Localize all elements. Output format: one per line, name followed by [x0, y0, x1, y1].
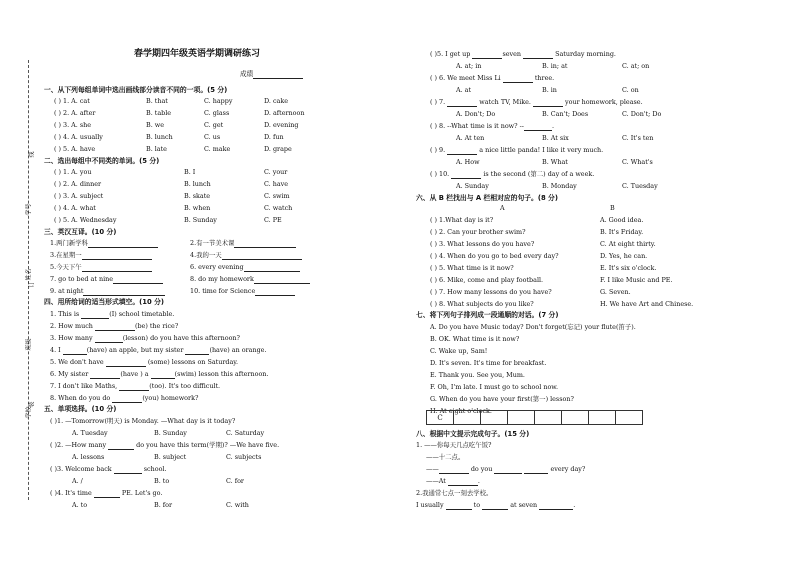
- s6-b6: F. I like Music and PE.: [600, 276, 673, 284]
- s7-line-a: A. Do you have Music today? Don't forget(忘记) your flute(笛子).: [430, 323, 636, 331]
- s6-a5: ( ) 5. What time is it now?: [430, 264, 514, 272]
- s2-q1: ( ) 1. A. you: [54, 168, 92, 176]
- s3-q8: 8. do my homework: [190, 275, 310, 284]
- s5-q8: ( ) 8. --What time is it now? -- .: [430, 122, 554, 130]
- s5-q5-b: B. in; at: [542, 62, 568, 70]
- s6-b4: D. Yes, he can.: [600, 252, 648, 260]
- s4-q3: 3. How many (lesson) do you have this afternoon?: [50, 334, 240, 342]
- s7-line-g: G. When do you have your first(第一) lesson?: [430, 395, 574, 403]
- s4-q5: 5. We don't have (some) lessons on Saturday.: [50, 358, 239, 366]
- section-7-heading: 七、将下列句子排列成一段通顺的对话。(7 分): [416, 311, 559, 319]
- answer-cell-4[interactable]: [508, 411, 535, 425]
- s6-a6: ( ) 6. Mike, come and play football.: [430, 276, 544, 284]
- score-label: 成绩: [240, 70, 254, 78]
- section-2-heading: 二、选出每组中不同类的单词。(5 分): [44, 157, 160, 165]
- s6-a3: ( ) 3. What lessons do you have?: [430, 240, 535, 248]
- s5-q5-c: C. at; on: [622, 62, 650, 70]
- s1-q2-b: B. table: [146, 109, 172, 117]
- s4-q8: 8. When do you do (you) homework?: [50, 394, 199, 402]
- s7-line-d: D. It's seven. It's time for breakfast.: [430, 359, 547, 367]
- binding-margin: [0, 0, 40, 562]
- s8-q1-en-reply: ——At .: [426, 477, 480, 485]
- s2-q4: ( ) 4. A. what: [54, 204, 96, 212]
- s6-b1: A. Good idea.: [600, 216, 644, 224]
- s7-line-c: C. Wake up, Sam!: [430, 347, 488, 355]
- exam-title: 春学期四年级英语学期调研练习: [134, 49, 261, 59]
- section-3-heading: 三、英汉互译。(10 分): [44, 228, 117, 236]
- s8-q1-cn: 1. ——你每天几点吃午饭?: [416, 441, 492, 449]
- s3-q1: 1.两门新学科: [50, 239, 158, 248]
- s5-q5: ( )5. I get up seven Saturday morning.: [430, 50, 616, 58]
- s3-q10: 10. time for Science: [190, 287, 295, 296]
- s3-q7: 7. go to bed at nine: [50, 275, 163, 284]
- s1-q4: ( ) 4. A. usually: [54, 133, 103, 141]
- column-a-label: A: [500, 204, 505, 212]
- s6-b3: C. At eight thirty.: [600, 240, 656, 248]
- s6-b7: G. Seven.: [600, 288, 631, 296]
- s4-q6: 6. My sister (have ) a (swim) lesson this afternoon.: [50, 370, 269, 378]
- s7-line-f: F. Oh, I'm late. I must go to school now.: [430, 383, 559, 391]
- s5-q6: ( ) 6. We meet Miss Li three.: [430, 74, 555, 82]
- s5-q5-a: A. at; in: [456, 62, 482, 70]
- section-6-heading: 六、从 B 栏找出与 A 栏相对应的句子。(8 分): [416, 194, 558, 202]
- s2-q1-b: B. I: [184, 168, 196, 176]
- s8-q1-en: —— do you every day?: [426, 465, 586, 473]
- s3-q9: 9. at night: [50, 287, 165, 296]
- s5-q7-a: A. Don't; Do: [456, 110, 496, 118]
- s2-q5: ( ) 5. A. Wednesday: [54, 216, 117, 224]
- s8-q2-en: I usually to at seven .: [416, 501, 576, 509]
- answer-cell-5[interactable]: [535, 411, 562, 425]
- s5-q4-b: B. for: [154, 501, 173, 509]
- s6-b5: E. It's six o'clock.: [600, 264, 657, 272]
- s5-q4: ( )4. It's time PE. Let's go.: [50, 489, 163, 497]
- s1-q1-b: B. that: [146, 97, 168, 105]
- answer-cell-2[interactable]: [454, 411, 481, 425]
- s5-q6-b: B. in: [542, 86, 557, 94]
- s4-q7: 7. I don't like Maths, (too). It's too difficult.: [50, 382, 221, 390]
- section-8-heading: 八、根据中文提示完成句子。(15 分): [416, 430, 530, 438]
- s3-q6: 6. every evening: [190, 263, 300, 272]
- s6-a1: ( ) 1.What day is it?: [430, 216, 494, 224]
- answer-cell-8[interactable]: [616, 411, 643, 425]
- s6-a7: ( ) 7. How many lessons do you have?: [430, 288, 552, 296]
- s4-q1: 1. This is (I) school timetable.: [50, 310, 175, 318]
- s3-q5: 5.今天下午: [50, 263, 152, 272]
- s6-b2: B. It's Friday.: [600, 228, 644, 236]
- score-row: [240, 70, 303, 79]
- s5-q2: ( )2. —How many do you have this term(学期)? —We have five.: [50, 441, 280, 449]
- s5-q4-c: C. with: [226, 501, 249, 509]
- s1-q3-c: C. get: [204, 121, 224, 129]
- s5-q10-b: B. Monday: [542, 182, 577, 190]
- s5-q7-b: B. Can't; Does: [542, 110, 589, 118]
- class-label: 班级: [25, 338, 33, 351]
- s7-line-h: H. At eight o'clock.: [430, 407, 492, 415]
- s1-q1: ( ) 1. A. cat: [54, 97, 90, 105]
- s2-q1-c: C. your: [264, 168, 288, 176]
- s1-q4-b: B. lunch: [146, 133, 173, 141]
- bind-mark: 装: [28, 401, 36, 408]
- s5-q9-c: C. What's: [622, 158, 653, 166]
- s7-line-b: B. OK. What time is it now?: [430, 335, 520, 343]
- s5-q9: ( ) 9. a nice little panda! I like it very much.: [430, 146, 604, 154]
- s5-q10-c: C. Tuesday: [622, 182, 658, 190]
- s6-a4: ( ) 4. When do you go to bed every day?: [430, 252, 559, 260]
- s6-a2: ( ) 2. Can your brother swim?: [430, 228, 526, 236]
- s3-q3: 3.在星期一: [50, 251, 152, 260]
- s1-q4-c: C. us: [204, 133, 221, 141]
- s1-q2-d: D. afternoon: [264, 109, 305, 117]
- s5-q10: ( ) 10. is the second (第二) day of a week.: [430, 170, 595, 178]
- s2-q2-c: C. have: [264, 180, 289, 188]
- s5-q3: ( )3. Welcome back school.: [50, 465, 167, 473]
- s4-q4: 4. I (have) an apple, but my sister (have) an orange.: [50, 346, 267, 354]
- s5-q2-b: B. subject: [154, 453, 187, 461]
- student-number-label: 学号: [25, 203, 33, 216]
- s7-line-e: E. Thank you. See you, Mum.: [430, 371, 525, 379]
- order-mark: 订: [28, 281, 36, 288]
- s8-q2-cn: 2.我通常七点一刻去学校。: [416, 489, 493, 497]
- s8-q1-cn-reply: ——十二点。: [426, 453, 465, 461]
- s5-q10-a: A. Sunday: [456, 182, 489, 190]
- s5-q8-b: B. At six: [542, 134, 569, 142]
- s2-q2: ( ) 2. A. dinner: [54, 180, 102, 188]
- s5-q9-b: B. What: [542, 158, 568, 166]
- s1-q5-b: B. late: [146, 145, 167, 153]
- s5-q7-c: C. Don't; Do: [622, 110, 662, 118]
- answer-cell-7[interactable]: [589, 411, 616, 425]
- s2-q3-b: B. skate: [184, 192, 211, 200]
- s1-q1-d: D. cake: [264, 97, 289, 105]
- s5-q3-c: C. for: [226, 477, 244, 485]
- s1-q2-c: C. glass: [204, 109, 230, 117]
- section-4-heading: 四、用所给词的适当形式填空。(10 分): [44, 298, 164, 306]
- s6-b8: H. We have Art and Chinese.: [600, 300, 694, 308]
- s1-q3-d: D. evening: [264, 121, 299, 129]
- s1-q4-d: D. fun: [264, 133, 284, 141]
- section-1-heading: 一、从下列每组单词中选出画线部分读音不同的一项。(5 分): [44, 86, 228, 94]
- s1-q3-b: B. we: [146, 121, 165, 129]
- s5-q3-b: B. to: [154, 477, 170, 485]
- s1-q5: ( ) 5. A. have: [54, 145, 96, 153]
- s5-q3-a: A. /: [72, 477, 83, 485]
- s2-q4-b: B. when: [184, 204, 211, 212]
- s5-q7: ( ) 7. watch TV, Mike. your homework, please.: [430, 98, 643, 106]
- s5-q2-c: C. subjects: [226, 453, 262, 461]
- s1-q5-d: D. grape: [264, 145, 292, 153]
- s3-q2: 2.有一节美术课: [190, 239, 296, 248]
- answer-cell-6[interactable]: [562, 411, 589, 425]
- s5-q2-a: A. lessons: [72, 453, 105, 461]
- answer-cell-1: C: [427, 411, 454, 425]
- s5-q6-a: A. at: [456, 86, 472, 94]
- answer-cell-3[interactable]: [481, 411, 508, 425]
- school-label: 学校: [25, 406, 33, 419]
- s5-q8-c: C. It's ten: [622, 134, 654, 142]
- s2-q4-c: C. watch: [264, 204, 293, 212]
- s5-q4-a: A. to: [72, 501, 88, 509]
- column-b-label: B: [610, 204, 615, 212]
- s5-q1-c: C. Saturday: [226, 429, 265, 437]
- s2-q2-b: B. lunch: [184, 180, 211, 188]
- s5-q8-a: A. At ten: [456, 134, 485, 142]
- s5-q9-a: A. How: [456, 158, 480, 166]
- s2-q3-c: C. swim: [264, 192, 290, 200]
- s5-q1: ( )1. —Tomorrow(明天) is Monday. —What day is it today?: [50, 417, 236, 425]
- s1-q1-c: C. happy: [204, 97, 233, 105]
- s2-q5-c: C. PE: [264, 216, 282, 224]
- s3-q4: 4.我的一天: [190, 251, 302, 260]
- student-name-label: 姓名: [25, 268, 33, 281]
- s6-a8: ( ) 8. What subjects do you like?: [430, 300, 534, 308]
- section-5-heading: 五、单项选择。(10 分): [44, 405, 117, 413]
- s1-q3: ( ) 3. A. she: [54, 121, 92, 129]
- s2-q3: ( ) 3. A. subject: [54, 192, 104, 200]
- s1-q5-c: C. make: [204, 145, 231, 153]
- s5-q6-c: C. on: [622, 86, 639, 94]
- s4-q2: 2. How much (be) the rice?: [50, 322, 179, 330]
- score-blank[interactable]: [253, 71, 303, 79]
- s2-q5-b: B. Sunday: [184, 216, 217, 224]
- line-mark: 线: [28, 151, 36, 158]
- s5-q1-a: A. Tuesday: [72, 429, 108, 437]
- ordering-answer-grid: [426, 410, 643, 425]
- s5-q1-b: B. Sunday: [154, 429, 187, 437]
- s1-q2: ( ) 2. A. after: [54, 109, 96, 117]
